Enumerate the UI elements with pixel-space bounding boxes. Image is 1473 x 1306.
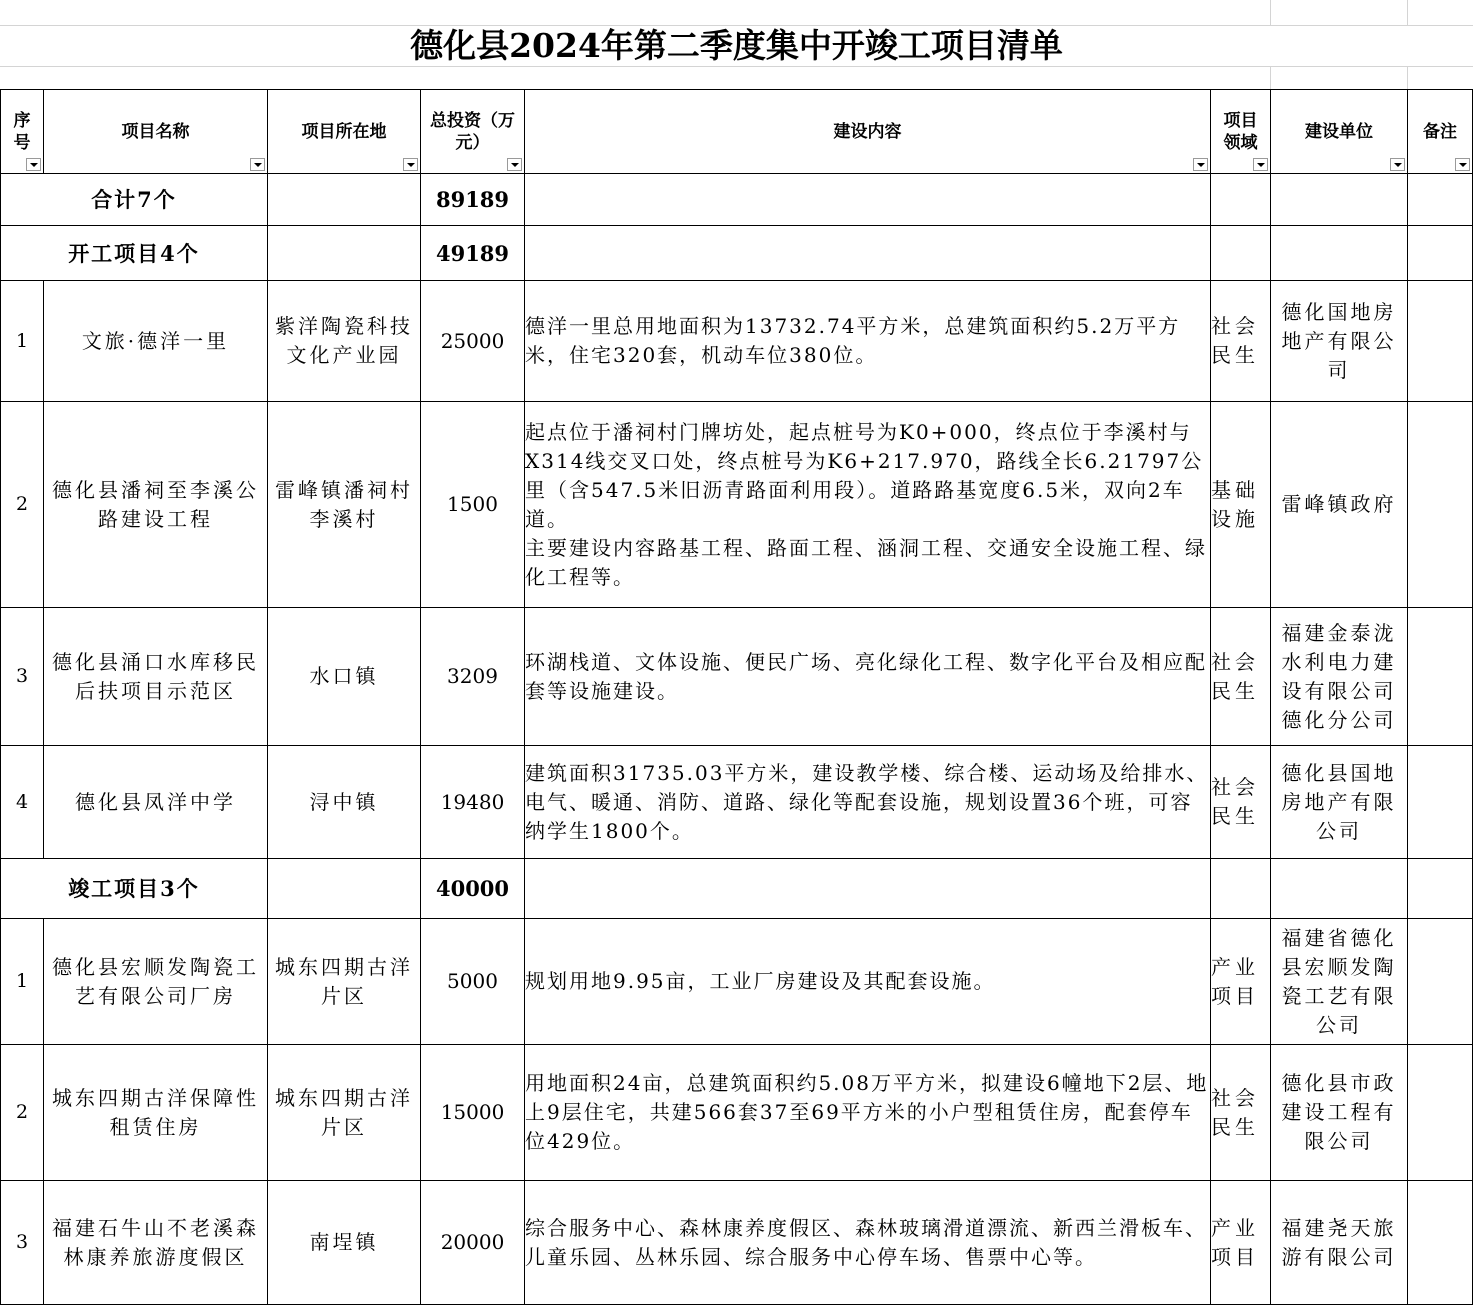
group-label[interactable]: 开工项目4个 xyxy=(1,226,268,281)
cell-unit[interactable]: 福建省德化县宏顺发陶瓷工艺有限公司 xyxy=(1271,919,1408,1045)
cell-remark[interactable] xyxy=(1408,608,1473,746)
cell-project-name[interactable]: 德化县涌口水库移民后扶项目示范区 xyxy=(44,608,268,746)
table-row xyxy=(1,1181,1473,1305)
cell-investment[interactable]: 20000 xyxy=(421,1181,525,1305)
empty-cell[interactable] xyxy=(525,226,1211,281)
content-line: 起点位于潘祠村门牌坊处，起点桩号为K0+000，终点位于李溪村与X314线交叉口处，终点桩号为K6+217.970，路线全长6.21797公里（含547.5米旧沥青路面利用段）。道路路基宽度6.5米，双向2车道。 xyxy=(525,419,1204,531)
table-row xyxy=(1,919,1473,1045)
cell-seq[interactable]: 4 xyxy=(1,746,44,859)
cell-content[interactable] xyxy=(525,402,1211,608)
cell-project-name[interactable]: 德化县凤洋中学 xyxy=(44,746,268,859)
empty-cell[interactable] xyxy=(1408,859,1473,919)
cell-investment[interactable]: 15000 xyxy=(421,1045,525,1181)
cell-field[interactable]: 社会民生 xyxy=(1211,608,1271,746)
group-label[interactable]: 竣工项目3个 xyxy=(1,859,268,919)
header-investment[interactable]: 总投资（万元） xyxy=(421,90,525,174)
cell-unit[interactable]: 德化县市政建设工程有限公司 xyxy=(1271,1045,1408,1181)
cell-remark[interactable] xyxy=(1408,402,1473,608)
cell-seq[interactable]: 1 xyxy=(1,281,44,402)
table-row xyxy=(1,746,1473,859)
filter-dropdown-icon[interactable] xyxy=(1455,158,1470,171)
empty-cell[interactable] xyxy=(1211,174,1271,226)
table-row xyxy=(1,402,1473,608)
cell-location[interactable]: 紫洋陶瓷科技文化产业园 xyxy=(268,281,421,402)
cell-project-name[interactable]: 福建石牛山不老溪森林康养旅游度假区 xyxy=(44,1181,268,1305)
cell-project-name[interactable]: 文旅·德洋一里 xyxy=(44,281,268,402)
empty-cell[interactable] xyxy=(1408,174,1473,226)
filter-dropdown-icon[interactable] xyxy=(507,158,522,171)
cell-investment[interactable]: 5000 xyxy=(421,919,525,1045)
filter-dropdown-icon[interactable] xyxy=(1193,158,1208,171)
cell-investment[interactable]: 3209 xyxy=(421,608,525,746)
header-name[interactable]: 项目名称 xyxy=(44,90,268,174)
header-row xyxy=(1,90,1473,174)
header-remark[interactable]: 备注 xyxy=(1408,90,1473,174)
empty-cell[interactable] xyxy=(1271,174,1408,226)
cell-seq[interactable]: 3 xyxy=(1,1181,44,1305)
cell-field[interactable]: 产业项目 xyxy=(1211,919,1271,1045)
table-row xyxy=(1,608,1473,746)
content-line: 建筑面积31735.03平方米，建设教学楼、综合楼、运动场及给排水、电气、暖通、消防、道路、绿化等配套设施，规划设置36个班，可容纳学生1800个。 xyxy=(525,760,1209,843)
cell-location[interactable]: 城东四期古洋片区 xyxy=(268,919,421,1045)
cell-location[interactable]: 浔中镇 xyxy=(268,746,421,859)
cell-project-name[interactable]: 德化县潘祠至李溪公路建设工程 xyxy=(44,402,268,608)
empty-cell[interactable] xyxy=(1211,859,1271,919)
cell-field[interactable]: 社会民生 xyxy=(1211,281,1271,402)
group-value[interactable]: 49189 xyxy=(421,226,525,281)
cell-seq[interactable]: 1 xyxy=(1,919,44,1045)
empty-cell[interactable] xyxy=(268,859,421,919)
cell-unit[interactable]: 德化县国地房地产有限公司 xyxy=(1271,746,1408,859)
cell-content[interactable] xyxy=(525,1045,1211,1181)
empty-cell[interactable] xyxy=(525,859,1211,919)
empty-cell[interactable] xyxy=(1271,859,1408,919)
cell-investment[interactable]: 1500 xyxy=(421,402,525,608)
header-location[interactable]: 项目所在地 xyxy=(268,90,421,174)
cell-project-name[interactable]: 德化县宏顺发陶瓷工艺有限公司厂房 xyxy=(44,919,268,1045)
group-row-complete xyxy=(1,859,1473,919)
cell-location[interactable]: 城东四期古洋片区 xyxy=(268,1045,421,1181)
cell-unit[interactable]: 德化国地房地产有限公司 xyxy=(1271,281,1408,402)
filter-dropdown-icon[interactable] xyxy=(250,158,265,171)
empty-cell[interactable] xyxy=(268,174,421,226)
group-value[interactable]: 40000 xyxy=(421,859,525,919)
cell-content[interactable] xyxy=(525,919,1211,1045)
table-row xyxy=(1,281,1473,402)
filter-dropdown-icon[interactable] xyxy=(1253,158,1268,171)
content-line: 规划用地9.95亩，工业厂房建设及其配套设施。 xyxy=(525,969,996,993)
filter-dropdown-icon[interactable] xyxy=(403,158,418,171)
filter-dropdown-icon[interactable] xyxy=(26,158,41,171)
filter-dropdown-icon[interactable] xyxy=(1390,158,1405,171)
empty-cell[interactable] xyxy=(1271,226,1408,281)
cell-remark[interactable] xyxy=(1408,1045,1473,1181)
content-line: 德洋一里总用地面积为13732.74平方米，总建筑面积约5.2万平方米，住宅320套，机动车位380位。 xyxy=(525,314,1181,367)
cell-unit[interactable]: 福建尧天旅游有限公司 xyxy=(1271,1181,1408,1305)
total-value[interactable]: 89189 xyxy=(421,174,525,226)
cell-seq[interactable]: 2 xyxy=(1,1045,44,1181)
content-line: 用地面积24亩，总建筑面积约5.08万平方米，拟建设6幢地下2层、地上9层住宅，共建566套37至69平方米的小户型租赁住房，配套停车位429位。 xyxy=(525,1071,1209,1153)
cell-field[interactable]: 社会民生 xyxy=(1211,746,1271,859)
group-row-start xyxy=(1,226,1473,281)
header-field[interactable]: 项目领域 xyxy=(1211,90,1271,174)
cell-seq[interactable]: 2 xyxy=(1,402,44,608)
empty-cell[interactable] xyxy=(1211,226,1271,281)
cell-project-name[interactable]: 城东四期古洋保障性租赁住房 xyxy=(44,1045,268,1181)
cell-content[interactable] xyxy=(525,1181,1211,1305)
total-label[interactable]: 合计7个 xyxy=(1,174,268,226)
cell-location[interactable]: 水口镇 xyxy=(268,608,421,746)
cell-investment[interactable]: 19480 xyxy=(421,746,525,859)
content-line: 环湖栈道、文体设施、便民广场、亮化绿化工程、数字化平台及相应配套等设施建设。 xyxy=(525,649,1207,703)
cell-location[interactable]: 南埕镇 xyxy=(268,1181,421,1305)
table-row xyxy=(1,1045,1473,1181)
total-row xyxy=(1,174,1473,226)
cell-seq[interactable]: 3 xyxy=(1,608,44,746)
header-unit[interactable]: 建设单位 xyxy=(1271,90,1408,174)
content-line: 主要建设内容路基工程、路面工程、涵洞工程、交通安全设施工程、绿化工程等。 xyxy=(525,535,1207,589)
sheet-title: 德化县2024年第二季度集中开竣工项目清单 xyxy=(410,26,1063,65)
cell-unit[interactable]: 福建金泰泷水利电力建设有限公司德化分公司 xyxy=(1271,608,1408,746)
cell-investment[interactable]: 25000 xyxy=(421,281,525,402)
cell-field[interactable]: 社会民生 xyxy=(1211,1045,1271,1181)
cell-content[interactable] xyxy=(525,281,1211,402)
cell-field[interactable]: 基础设施 xyxy=(1211,402,1271,608)
empty-cell[interactable] xyxy=(268,226,421,281)
cell-field[interactable]: 产业项目 xyxy=(1211,1181,1271,1305)
cell-remark[interactable] xyxy=(1408,1181,1473,1305)
header-content[interactable]: 建设内容 xyxy=(525,90,1211,174)
empty-cell[interactable] xyxy=(1408,226,1473,281)
empty-cell[interactable] xyxy=(525,174,1211,226)
cell-unit[interactable]: 雷峰镇政府 xyxy=(1271,402,1408,608)
cell-remark[interactable] xyxy=(1408,919,1473,1045)
cell-remark[interactable] xyxy=(1408,281,1473,402)
header-seq[interactable]: 序号 xyxy=(1,90,44,174)
content-line: 综合服务中心、森林康养度假区、森林玻璃滑道漂流、新西兰滑板车、儿童乐园、丛林乐园、综合服务中心停车场、售票中心等。 xyxy=(525,1215,1207,1269)
project-table xyxy=(0,89,1473,1305)
cell-content[interactable] xyxy=(525,746,1211,859)
cell-remark[interactable] xyxy=(1408,746,1473,859)
cell-content[interactable] xyxy=(525,608,1211,746)
cell-location[interactable]: 雷峰镇潘祠村李溪村 xyxy=(268,402,421,608)
